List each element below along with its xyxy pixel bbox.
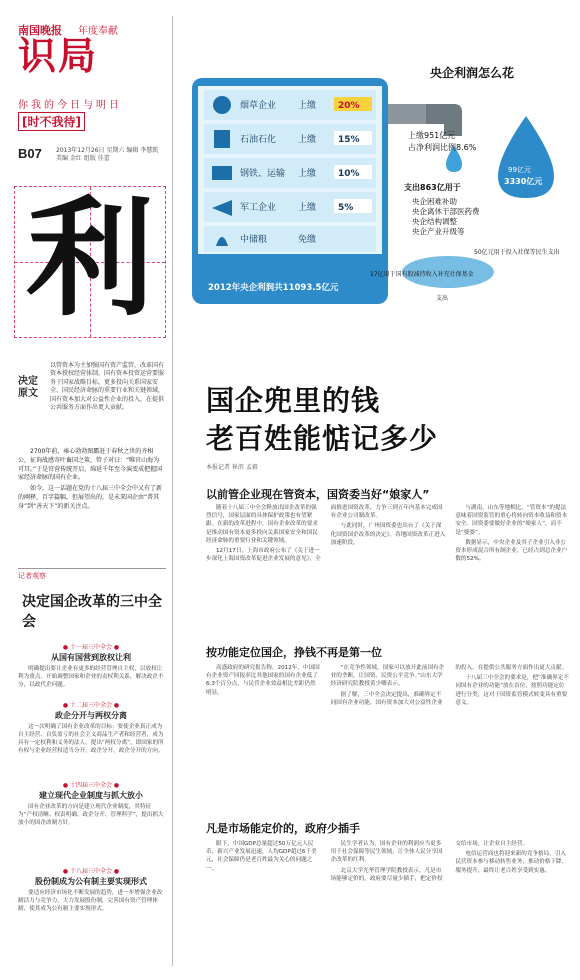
bottom-mid-note: 支出 [436, 295, 449, 302]
session-tag: ● 十八届三中全会 ● [62, 868, 120, 875]
spend-item: 央企产业升级等 [412, 227, 465, 236]
paper-name: 南国晚报 [18, 24, 62, 37]
row-value: 10% [338, 169, 360, 179]
observer-tag: 记者观察 [18, 568, 166, 581]
paragraph: 眼下，中国GDP总量超过50万亿元人民币，新兴产业发展迅速，人均GDP超过6千美元，社会保障仍是老百姓最为关心的问题之一。 [206, 841, 317, 872]
headline-line: 老百姓能惦记多少 [206, 422, 439, 455]
row-action: 上缴 [298, 135, 317, 145]
column-name: 识局 [18, 34, 99, 78]
headline [206, 382, 438, 458]
subhead-3: 凡是市场能定价的，政府少插手 [206, 822, 360, 835]
subhead-2: 按功能定位国企，挣钱不再是第一位 [206, 646, 382, 659]
profit-infographic [186, 76, 574, 308]
tank-total: 2012年央企利润共11093.5亿元 [208, 283, 339, 293]
paragraph: 电信运营商也将迎来新的竞争格局，引入民营资本参与移动转售业务，推动价格下降、服务提升，最终让老百姓享受到实惠。 [455, 851, 568, 874]
page-number: B07 [18, 146, 42, 161]
refinery-icon [214, 130, 230, 148]
infographic-title: 央企利润怎么花 [430, 66, 515, 80]
paragraph: 与此同时，广州国资委也出台了《关于深化国资国企改革的决定》。各地国资改革正进入加速阶段。 [330, 523, 446, 546]
decision-box [18, 362, 166, 424]
paragraph: 随着十八届三中全会释放出国企改革的强烈信号，国家层面的具体保护政策也有望紧跟。在新的改革进程中，国有企业改革的要求是推动国有资本更多投向关系国家安全和国民经济命脉的重要行业和关键领域。 [206, 505, 318, 544]
session-block [18, 700, 164, 755]
bottom-right-note: 50亿元用于投入社保等民生支出 [474, 249, 560, 256]
decision-text: 以管资本为主加强国有资产监管，改革国有资本授权经营体制，国有资本投资运营要服务于国家战略目标，更多投向关系国家安全、国民经济命脉的重要行业和关键领域，国有资本加大对公益性企业的投入，在提供公共服务方面作出更大贡献。 [50, 362, 165, 412]
row-value: 20% [338, 101, 360, 111]
row-label: 军工企业 [240, 203, 277, 213]
row-action: 上缴 [298, 203, 317, 213]
session-heading: 政企分开与两权分离 [55, 711, 127, 720]
decision-label: 决定原文 [18, 376, 38, 399]
row-action: 免缴 [298, 235, 317, 245]
session-block [18, 866, 164, 913]
big-character: 利 [26, 185, 155, 334]
paragraph: 十八届三中全会的要求是，把“准确界定不同国有企业的功能”放在首位，按照功能定位进行分类，这对于国资监管模式转变具有重要意义。 [455, 675, 569, 706]
paragraph: “在竞争性领域，国家可以放开此前国有企业的垄断，让国资、民资公平竞争。”山东大学经济研究院教授黄少卿表示。 [330, 665, 445, 688]
paragraph: 据了解，三中全会决定提出，准确界定不同国有企业功能。国有资本加大对公益性企业的投入，在提供公共服务方面作出更大贡献。 [330, 665, 568, 706]
spend-item: 央企困难补助 [412, 197, 457, 206]
section-1-body [206, 504, 570, 630]
paid-amount: 上缴951亿元 [408, 131, 456, 140]
spend-item: 央企离休干部医药费 [412, 207, 480, 216]
issue-meta: 2013年12月26日 星期六 编辑 李慧凯 美编 金红 组版 佳蕾 [56, 147, 159, 162]
section-2-body [206, 664, 570, 814]
session-heading: 股份制成为公有制主要实现形式 [35, 877, 147, 886]
drop-note: 99亿元 [508, 166, 531, 174]
session-body: 这一次明确了国有企业改革的目标：要使企业真正成为自主经营、自负盈亏的社会主义商品生产者和经营者，成为具有一定权利和义务的法人，提出“两权分离”，即国家的所有权与企业经营权适当分开，政企分开，政企分开的方向。 [18, 724, 164, 754]
column-slogan: 你我的今日与明日 [18, 100, 122, 111]
paragraph: 数据显示，中央企业及其子企业引入非公资本形成混合所有制企业，已经占到总企业户数的52%。 [455, 539, 568, 563]
column-motto: [时不我待] [18, 112, 85, 131]
session-body: 国有企业改革的方向是建立现代企业制度，其特征为“产权清晰、权责明确、政企分开、管理科学”，提出抓大放小的国企改制方针。 [18, 804, 164, 826]
left-column [0, 0, 165, 980]
truck-icon [212, 166, 232, 180]
subhead-1: 以前管企业现在管资本，国资委当好“娘家人” [206, 488, 430, 501]
drop-total: 3330亿元 [504, 177, 543, 186]
row-value: 5% [338, 203, 354, 213]
spend-title: 支出863亿用于 [404, 183, 461, 192]
session-block [18, 780, 164, 827]
session-heading: 建立现代企业制度与抓大放小 [39, 791, 143, 800]
intro-paragraph: 如今，这一话题在党的十八届三中全会中又有了新的阐释，百字篇幅，但展望出的，是未来国企由“普其身”到“善天下”的新关注点。 [18, 485, 163, 510]
column-divider [172, 16, 173, 966]
paid-share: 占净利润比例8.6% [408, 143, 477, 152]
headline-line: 国企兜里的钱 [206, 384, 381, 417]
session-body: 要适应经济市场化不断发展的趋势，进一步增强企业改制活力与竞争力，大力发展股份制，完善国有资产管理体制，使其成为公有制主要实现形式。 [18, 890, 163, 912]
section-3-body [206, 840, 570, 970]
session-block [18, 642, 164, 689]
row-label: 中储粮 [240, 235, 268, 245]
intro-paragraphs [18, 448, 164, 514]
paragraph: 北京大学光华管理学院教授表示，凡是市场能够定价的，政府要尽量少插手，把定价权交给市场，让企业自主经营。 [330, 841, 529, 882]
bottom-left-note: 17亿用于国有股减持收入补充社保基金 [370, 271, 474, 278]
session-tag: ● 十一届三中全会 ● [62, 644, 120, 651]
paper-tag: 年度奉献 [78, 26, 118, 37]
intro-paragraph: 2700年前，雍心勃勃图霸赶于春秋之世的齐相公，征询战感寄叶畜国之策，管子对曰：“唯官山海为可耳。”于是官营传统开启，绵延千年至今演变成把握国家经济命脉的国有企业。 [18, 448, 163, 482]
row-value: 15% [338, 135, 360, 145]
paragraph: 12月17日，上海市政府公布了《关于进一步深化上海国资改革促进企业发展的意见》，全面推进国资改革，力争三到五年内基本完成国有企业公司制改革。 [206, 505, 443, 563]
session-heading: 从国有国营到放权让利 [51, 653, 131, 662]
row-action: 上缴 [298, 169, 317, 179]
paragraph: 民生学者认为，国有企业的利润应当更多用于社会保障等民生领域，让全体人民分享国企改革的红利。 [330, 841, 443, 864]
spend-item: 央企结构调整 [412, 217, 457, 226]
row-label: 烟草企业 [240, 101, 277, 111]
observer-title: 决定国企改革的三中全会 [22, 594, 162, 630]
byline: 本报记者 崔滨 孟毅 [206, 464, 258, 471]
session-body: 明确提出要让企业有更多的经营管理自主权，以放权让利为重点，开始调整国家和企业的责权利关系，解决政企不分，以政代企问题。 [18, 666, 164, 688]
paragraph: 高盛政府的研究报告称，2012年，中国国有企业资产回报率比其他国家的国有企业低了6.3个百分点，与民营企业效益相比差距仍然明显。 [206, 665, 320, 696]
session-tag: ● 十二届三中全会 ● [62, 702, 120, 709]
session-tag: ● 十四届三中全会 ● [62, 782, 120, 789]
row-action: 上缴 [298, 101, 317, 111]
row-label: 钢铁、运输 [240, 169, 286, 179]
paragraph: 与湖南，山东等地相比，“管资本”的提法意味着国资监管的重心将转向资本收益和资本安全。国资委要做好企业的“娘家人”，而不是“婆婆”。 [455, 505, 568, 536]
tobacco-icon [213, 96, 231, 114]
row-label: 石油石化 [240, 135, 277, 145]
